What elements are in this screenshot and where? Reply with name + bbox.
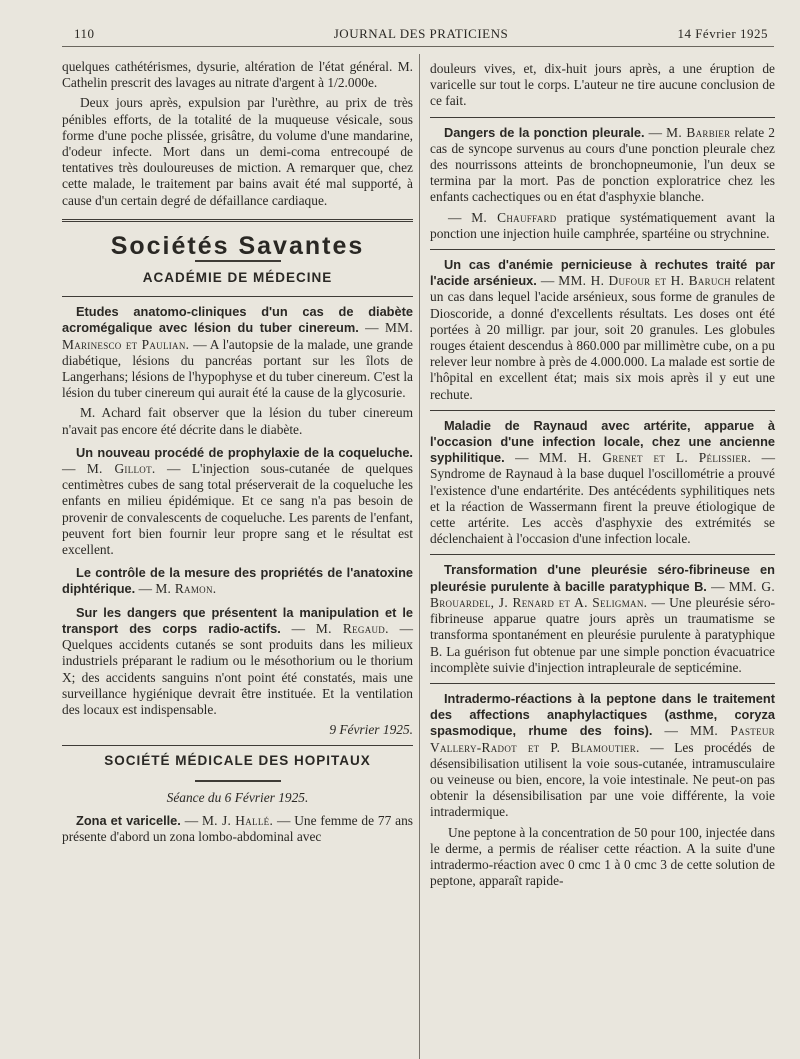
article-text: Les procédés de désensibilisation utilisent la voie sous-cutanée, intramusculaire ou veineuse ou bien, encore, la voie intestinale. Ne peut-on pas obtenir la désensibilisation par une voie différente, la voie intradermique. [430, 739, 775, 820]
article-authors: M. Barbier [666, 124, 731, 140]
section-separator [62, 745, 413, 746]
article-entry: Intradermo-réactions à la peptone dans le traitement des affections anaphylactiques (asthme, coryza spasmodique, rhume des foins). — MM. Pasteur Vallery-Radot et P. Blamoutier. — Les procédés de désensibilisation utilisent la voie sous-cutanée, intramusculaire ou veineuse ou bien, encore, la voie intestinale. Ne peut-on pas obtenir la désensibilisation par une voie différente, la voie intradermique. [430, 690, 775, 820]
article-authors: M. Regaud. [315, 620, 389, 636]
article-entry: Un cas d'anémie pernicieuse à rechutes traité par l'acide arsénieux. — MM. H. Dufour et H. Baruch relatent un cas dans lequel l'acide arsénieux, sous forme de granules de Dioscoride, a donné d'excellents résultats. Les doses ont été portées à 20 milligr. par jour, soit 20 granules. Les globules rouges étaient descendus à 860.000 par millimètre cube, on a pu relever leur nombre à près de 4.000.000. La malade est sortie de l'hôpital en excellent état; mais six mois après il y eut une rechute. [430, 257, 775, 402]
left-column [62, 59, 413, 849]
article-authors: M. Gillot. [86, 461, 156, 477]
intro-paragraph: Deux jours après, expulsion par l'urèthre, au prix de très pénibles efforts, de la totalité de la muqueuse vésicale, sous forme d'une poche plissée, grisâtre, du volume d'une mandarine, d'odeur infecte. Mort dans un demi-coma entrecoupé de tentatives très douloureuses de miction. A remarquer que, chez cette malade, le traitement par bains avait été mal supporté, à cause d'un certain degré de défaillance cardiaque. [62, 95, 413, 208]
article-text: Une peptone à la concentration de 50 pour 100, injectée dans le derme, a permis de réaliser cette réaction. A la suite d'une intradermo-réaction avec 0 cmc 1 à 0 cmc 3 de cette solution de peptone, apparaît rapide- [430, 824, 775, 889]
title-underline [195, 260, 281, 262]
article-entry: Transformation d'une pleurésie séro-fibrineuse en pleurésie purulente à bacille paratyphique B. — MM. G. Brouardel, J. Renard et A. Seligman. — Une pleurésie séro-fibrineuse apparue quatre jours après un traumatisme se transforma spontanément en pleurésie purulente à paratyphique B. La guérison fut obtenue par une simple ponction évacuatrice incomplète suivie d'injection intrapleurale de septicémine. [430, 562, 776, 675]
article-text: relatent un cas dans lequel l'acide arsénieux, sous forme de granules de Dioscoride, a donné d'excellents résultats. Les doses ont été portées à 20 milligr. par jour, soit 20 granules. Les globules rouges étaient descendus à 860.000 par millimètre cube, on a pu relever leur nombre à près de 4.000.000. La malade est sortie de l'hôpital en excellent état; mais six mois après il y eut une rechute. [430, 273, 775, 402]
session-date: 9 Février 1925. [329, 722, 413, 738]
article-authors: MM. H. Dufour et H. Baruch [558, 273, 731, 289]
title-underline [195, 780, 281, 782]
article-entry: Dangers de la ponction pleurale. — M. Barbier relate 2 cas de syncope survenus au cours d'une ponction pleurale chez des nourrissons atteints de bronchopneumonie, l'un deux se termina par la mort. Pas de ponction exploratrice chez les enfants cachectiques ou en état d'asphyxie blanche. [430, 124, 775, 205]
article-title: Zona et varicelle. [76, 812, 181, 828]
article-title: Maladie de Raynaud avec artérite, apparue à l'occasion d'une infection locale, chez une ancienne syphilitique. [430, 417, 775, 466]
right-column [430, 61, 775, 893]
article-title: Etudes anatomo-cliniques d'un cas de diabète acromégalique avec lésion du tuber cinereum. [62, 304, 413, 336]
article-text: L'injection sous-cutanée de quelques centimètres cubes de sang total préserverait de la coqueluche les enfants en milieu épidémique. Et ce sang n'a pas besoin de provenir de convalescents de coqueluche. Les parents de l'enfant, peuvent fort bien fournir leur propre sang et le résultat est excellent. [62, 461, 413, 558]
article-text: Une femme de 77 ans présente d'abord un zona lombo-abdominal avec [62, 812, 414, 844]
article-authors: M. Ramon. [155, 581, 217, 597]
article-entry: Sur les dangers que présentent la manipulation et le transport des corps radio-actifs. — M. Regaud. — Quelques accidents cutanés se sont produits dans les milieux industriels préparant le radium ou le mésothorium ou le thorium X; des accidents sanguins n'ont point été constatés, mais une surveillance hygiénique devrait être instituée. Et la ventilation des locaux est indispensable. [62, 604, 413, 717]
academie-heading: ACADÉMIE DE MÉDECINE [142, 270, 333, 286]
smh-heading: SOCIÉTÉ MÉDICALE DES HOPITAUX [104, 753, 371, 769]
section-separator [430, 117, 775, 118]
journal-title: JOURNAL DES PRATICIENS [333, 26, 509, 41]
section-separator [430, 249, 775, 250]
article-text: pratique systématiquement avant la ponction une injection huile camphrée, spartéine ou strychnine. [430, 209, 775, 241]
article-text: M. Achard fait observer que la lésion du tuber cinereum n'avait pas encore été décrite dans le diabète. [62, 405, 413, 437]
article-entry: — M. Chauffard pratique systématiquement avant la ponction une injection huile camphrée, spartéine ou strychnine. [430, 209, 775, 241]
article-text: relate 2 cas de syncope survenus au cours d'une ponction pleurale chez des nourrissons atteints de bronchopneumonie, l'un deux se termina par la mort. Pas de ponction exploratrice chez les enfants cachectiques ou en état d'asphyxie blanche. [430, 124, 775, 205]
article-title: Le contrôle de la mesure des propriétés de l'anatoxine diphtérique. [62, 565, 413, 597]
article-text: Une pleurésie séro-fibrineuse apparue quatre jours après un traumatisme se transforma spontanément en pleurésie purulente à paratyphique B. La guérison fut obtenue par une simple ponction évacuatrice incomplète suivie d'injection intrapleurale de septicémine. [430, 594, 776, 675]
section-separator [430, 410, 775, 411]
header-rule [62, 46, 774, 47]
article-authors: MM. G. Brouardel, J. Renard et A. Seligman. [430, 578, 775, 610]
article-title: Transformation d'une pleurésie séro-fibrineuse en pleurésie purulente à bacille paratyphique B. [430, 562, 775, 594]
article-entry: Zona et varicelle. — M. J. Hallé. — Une femme de 77 ans présente d'abord un zona lombo-abdominal avec [62, 812, 414, 844]
article-title: Un nouveau procédé de prophylaxie de la coqueluche. [76, 444, 413, 460]
section-separator [430, 554, 775, 555]
article-text: douleurs vives, et, dix-huit jours après, a une éruption de varicelle sur tout le corps. L'auteur ne tire aucune conclusion de ce fait. [430, 61, 775, 109]
article-title: Un cas d'anémie pernicieuse à rechutes traité par l'acide arsénieux. [430, 257, 775, 289]
article-text: Quelques accidents cutanés se sont produits dans les milieux industriels préparant le radium ou le mésothorium ou le thorium X; des accidents sanguins n'ont point été constatés, mais une surveillance hygiénique devrait être instituée. Et la ventilation des locaux est indispensable. [62, 637, 413, 717]
article-authors: MM. H. Grenet et L. Pélissier. [539, 450, 752, 466]
issue-date: 14 Février 1925 [677, 26, 768, 41]
page-number: 110 [74, 26, 95, 41]
section-separator [430, 683, 775, 684]
article-authors: M. J. Hallé. [201, 812, 274, 828]
article-entry: Un nouveau procédé de prophylaxie de la coqueluche. — M. Gillot. — L'injection sous-cutanée de quelques centimètres cubes de sang total préserverait de la coqueluche les enfants en milieu épidémique. Et ce sang n'a pas besoin de provenir de convalescents de coqueluche. Les parents de l'enfant, peuvent fort bien fournir leur propre sang et le résultat est excellent. [62, 444, 413, 558]
article-text: A l'autopsie de la malade, une grande diabétique, lésions du pancréas portant sur les îlots de Langerhans; lésions de l'hypophyse et du tuber cinereum. C'est la lésion du tuber cinereum qui aurait été la cause de la glycosurie. [62, 336, 413, 401]
article-entry: Etudes anatomo-cliniques d'un cas de diabète acromégalique avec lésion du tuber cinereum. — MM. Marinesco et Paulian. — A l'autopsie de la malade, une grande diabétique, lésions du pancréas portant sur les îlots de Langerhans; lésions de l'hypophyse et du tuber cinereum. C'est la lésion du tuber cinereum qui aurait été la cause de la glycosurie. [62, 304, 413, 401]
intro-paragraph: quelques cathétérismes, dysurie, altération de l'état général. M. Cathelin prescrit des lavages au nitrate d'argent à 1/2.000e. [62, 59, 413, 91]
article-title: Dangers de la ponction pleurale. [444, 124, 645, 140]
article-authors: MM. Pasteur Vallery-Radot et P. Blamoutier. [430, 723, 775, 755]
article-title: Intradermo-réactions à la peptone dans le traitement des affections anaphylactiques (asthme, coryza spasmodique, rhume des foins). [430, 690, 775, 739]
page-header [74, 26, 768, 44]
column-divider [419, 54, 420, 1059]
article-text: Syndrome de Raynaud à la base duquel l'oscillométrie a prouvé l'existence d'une endartérite. Des antécédents syphilitiques nets et la réaction de Wassermann firent la preuve étiologique de cette artérite. Les accès d'asphyxie des extrémités se déclenchaient à l'occasion d'une infection locale. [430, 466, 775, 547]
societes-savantes-banner [62, 219, 413, 297]
seance-date: Séance du 6 Février 1925. [166, 789, 309, 805]
article-authors: M. Chauffard [471, 209, 557, 225]
section-title: Sociétés Savantes [110, 231, 365, 260]
article-entry: Le contrôle de la mesure des propriétés de l'anatoxine diphtérique. — M. Ramon. [62, 565, 413, 597]
article-authors: MM. Marinesco et Paulian. [62, 320, 413, 352]
article-title: Sur les dangers que présentent la manipulation et le transport des corps radio-actifs. [62, 604, 413, 636]
article-entry: Maladie de Raynaud avec artérite, apparue à l'occasion d'une infection locale, chez une ancienne syphilitique. — MM. H. Grenet et L. Pélissier. — Syndrome de Raynaud à la base duquel l'oscillométrie a prouvé l'existence d'une endartérite. Des antécédents syphilitiques nets et la réaction de Wassermann firent la preuve étiologique de cette artérite. Les accès d'asphyxie des extrémités se déclenchaient à l'occasion d'une infection locale. [430, 417, 775, 547]
